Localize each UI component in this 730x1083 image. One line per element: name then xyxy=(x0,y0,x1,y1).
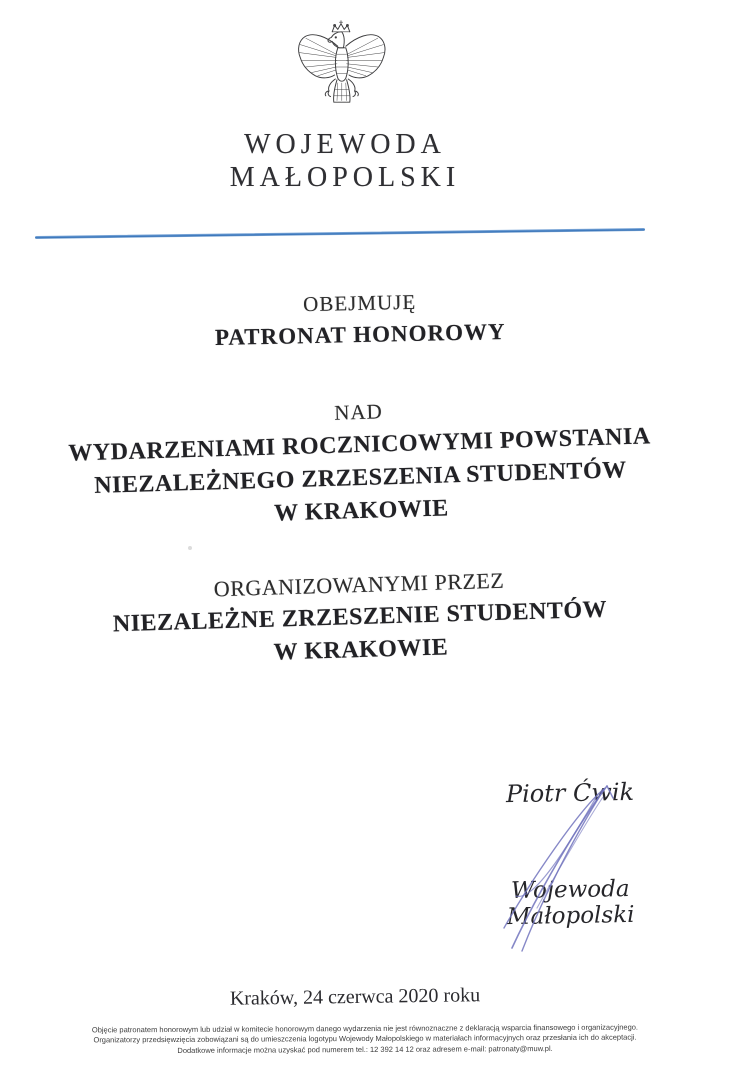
event-preposition: NAD xyxy=(333,399,384,425)
organized-by-label: ORGANIZOWANYMI PRZEZ xyxy=(213,567,505,602)
agency-title-line2: MAŁOPOLSKI xyxy=(229,162,461,193)
event-name-line2: NIEZALEŻNEGO ZRZESZENIA STUDENTÓW xyxy=(93,457,628,499)
footer-line1: Objęcie patronatem honorowym lub udział w komitecie honorowym danego wydarzenia nie jest równoznaczne z deklaracją wsparcia finansowego i organizacyjnego. xyxy=(91,1022,639,1035)
signatory-name: Piotr Ćwik xyxy=(505,777,635,809)
agency-title-line1: WOJEWODA xyxy=(244,129,446,160)
organizer-block xyxy=(0,557,721,677)
statement-object: PATRONAT HONOROWY xyxy=(214,318,506,351)
organizer-name-line2: W KRAKOWIE xyxy=(273,634,449,666)
organizer-name-line1: NIEZALEŻNE ZRZESZENIE STUDENTÓW xyxy=(112,596,608,638)
statement-verb: OBEJMUJĘ xyxy=(302,289,417,317)
polish-eagle-emblem xyxy=(293,18,389,124)
scan-speck xyxy=(188,546,192,550)
event-name-line3: W KRAKOWIE xyxy=(273,495,450,527)
event-block xyxy=(0,385,722,538)
agency-title xyxy=(0,128,690,194)
patronage-statement xyxy=(0,280,721,357)
event-name-line1: WYDARZENIAMI ROCZNICOWYMI POWSTANIA xyxy=(68,423,651,467)
place-and-date: Kraków, 24 czerwca 2020 roku xyxy=(229,984,481,1010)
footer-line2: Organizatorzy przedsięwzięcia zobowiązani są do umieszczenia logotypu Wojewody Małopolskiego w materiałach informacyjnych oraz przesłania ich do akceptacji. xyxy=(93,1032,637,1045)
signatory-title: Wojewoda Małopolski xyxy=(506,875,635,931)
footer-disclaimer xyxy=(0,1022,730,1057)
footer-line3: Dodatkowe informacje można uzyskać pod numerem tel.: 12 392 14 12 oraz adresem e-mail: patronaty@muw.pl. xyxy=(177,1043,553,1055)
header-divider-rule xyxy=(35,228,645,239)
